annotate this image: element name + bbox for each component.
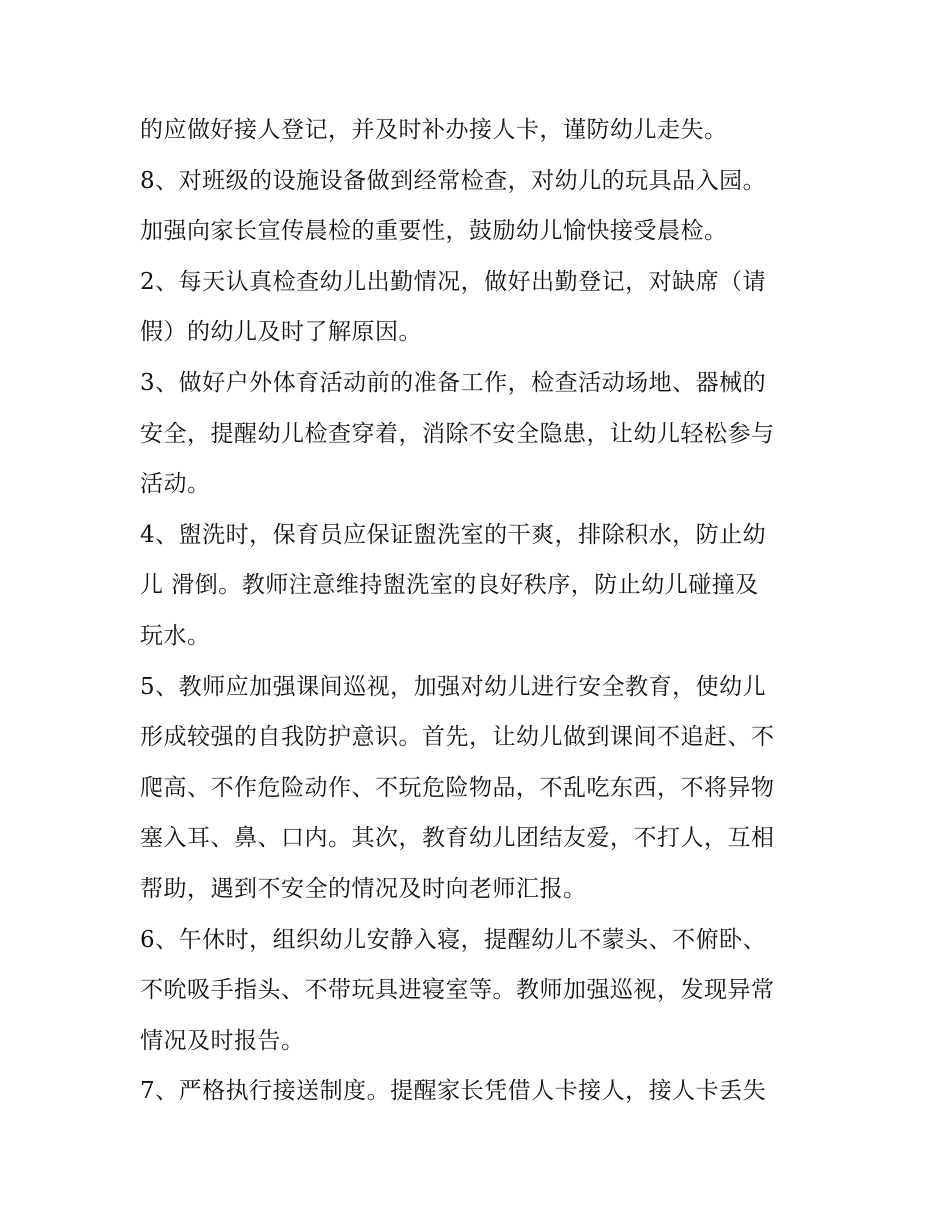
text-line: 6、午休时，组织幼儿安静入寝，提醒幼儿不蒙头、不俯卧、 [140, 926, 767, 953]
text-line: 2、每天认真检查幼儿出勤情况，做好出勤登记，对缺席（请 [140, 268, 767, 295]
text-line: 3、做好户外体育活动前的准备工作，检查活动场地、器械的 [140, 369, 767, 396]
text-line: 假）的幼儿及时了解原因。 [140, 319, 422, 346]
text-line: 爬高、不作危险动作、不玩危险物品，不乱吃东西，不将异物 [140, 774, 775, 801]
text-line: 的应做好接人登记，并及时补办接人卡，谨防幼儿走失。 [140, 117, 728, 143]
text-line: 活动。 [140, 471, 211, 498]
text-line: 形成较强的自我防护意识。首先，让幼儿做到课间不追赶、不 [140, 724, 775, 751]
text-line: 5、教师应加强课间巡视，加强对幼儿进行安全教育，使幼儿 [140, 673, 767, 700]
document-body [140, 105, 820, 1117]
text-line: 塞入耳、鼻、口内。其次，教育幼儿团结友爱，不打人，互相 [140, 825, 775, 852]
text-line: 安全，提醒幼儿检查穿着，消除不安全隐患，让幼儿轻松参与 [140, 420, 775, 447]
text-line: 7、严格执行接送制度。提醒家长凭借人卡接人，接人卡丢失 [140, 1078, 767, 1105]
text-line: 8、对班级的设施设备做到经常检查，对幼儿的玩具品入园。 [140, 167, 767, 194]
text-line: 帮助，遇到不安全的情况及时向老师汇报。 [140, 875, 587, 902]
text-line: 儿 滑倒。教师注意维持盥洗室的良好秩序，防止幼儿碰撞及 [140, 572, 759, 599]
text-line: 不吮吸手指头、不带玩具进寝室等。教师加强巡视，发现异常 [140, 977, 775, 1004]
text-line: 玩水。 [140, 622, 211, 649]
text-line: 4、盥洗时，保育员应保证盥洗室的干爽，排除积水，防止幼 [140, 521, 767, 548]
text-line: 情况及时报告。 [140, 1027, 305, 1054]
text-line: 加强向家长宣传晨检的重要性，鼓励幼儿愉快接受晨检。 [140, 218, 728, 245]
